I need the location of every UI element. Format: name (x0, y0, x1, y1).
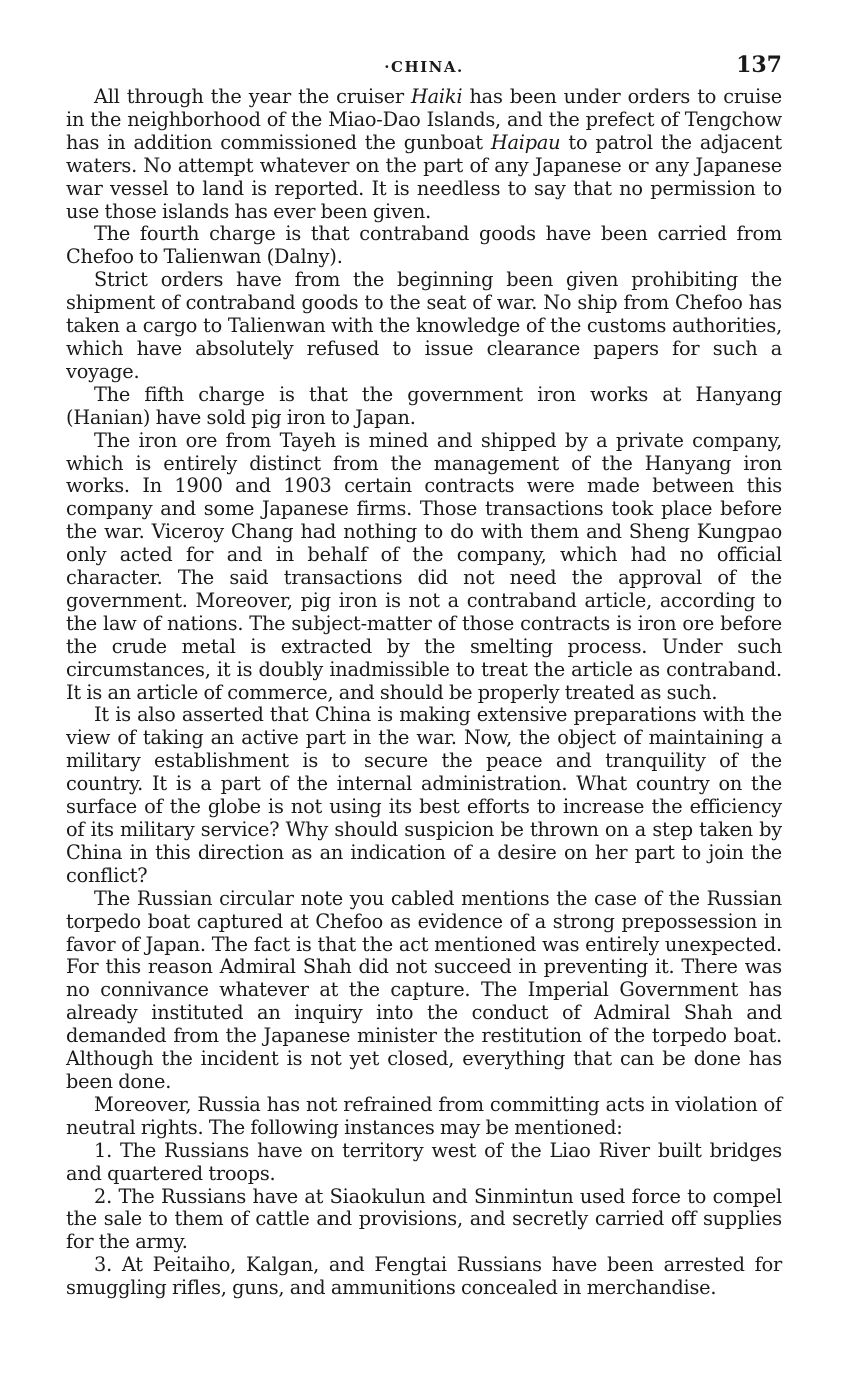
paragraph: The Russian circular note you cabled mentions the case of the Russian torpedo boat captured at Chefoo as evidence of a strong prepossession in favor of Japan. The fact is that the act mentioned was entirely unexpected. For this reason Admiral Shah did not succeed in preventing it. There was no connivance whatever at the capture. The Imperial Government has already instituted an inquiry into the conduct of Admiral Shah and demanded from the Japanese minister the restitution of the torpedo boat. Although the incident is not yet closed, everything that can be done has been done. (66, 886, 782, 1093)
ship-name: Haiki (411, 85, 463, 108)
paragraph: The fourth charge is that contraband goods have been carried from Chefoo to Talienwan (Dalny). (66, 222, 782, 269)
page-number: 137 (736, 52, 782, 78)
list-item: 3. At Peitaiho, Kalgan, and Fengtai Russians have been arrested for smuggling rifles, guns, and ammunitions concealed in merchandise. (66, 1253, 782, 1300)
list-item: 1. The Russians have on territory west of the Liao River built bridges and quartered troops. (66, 1138, 782, 1185)
list-item: 2. The Russians have at Siaokulun and Sinmintun used force to compel the sale to them of cattle and provisions, and secretly carried off supplies for the army. (66, 1184, 782, 1254)
paragraph: Moreover, Russia has not refrained from committing acts in violation of neutral rights. The following instances may be mentioned: (66, 1092, 782, 1139)
paragraph: All through the year the cruiser Haiki has been under orders to cruise in the neighborhood of the Miao-Dao Islands, and the prefect of Tengchow has in addition commissioned the gunboat Haipau to patrol the adjacent waters. No attempt whatever on the part of any Japanese or any Japanese war vessel to land is reported. It is needless to say that no permission to use those islands has ever been given. (66, 85, 782, 223)
paragraph: The fifth charge is that the government iron works at Hanyang (Hanian) have sold pig iron to Japan. (66, 382, 782, 429)
body-text (66, 86, 782, 1300)
paragraph: It is also asserted that China is making extensive preparations with the view of taking an active part in the war. Now, the object of maintaining a military establishment is to secure the peace and tranquility of the country. It is a part of the internal administration. What country on the surface of the globe is not using its best efforts to increase the efficiency of its military service? Why should suspicion be thrown on a step taken by China in this direction as an indication of a desire on her part to join the conflict? (66, 703, 782, 887)
running-header (66, 52, 782, 86)
paragraph: The iron ore from Tayeh is mined and shipped by a private company, which is entirely distinct from the management of the Hanyang iron works. In 1900 and 1903 certain contracts were made between this company and some Japanese firms. Those transactions took place before the war. Viceroy Chang had nothing to do with them and Sheng Kungpao only acted for and in behalf of the company, which had no official character. The said transactions did not need the approval of the government. Moreover, pig iron is not a contraband article, according to the law of nations. The subject-matter of those contracts is iron ore before the crude metal is extracted by the smelting process. Under such circumstances, it is doubly inadmissible to treat the article as contraband. It is an article of commerce, and should be properly treated as such. (66, 428, 782, 704)
document-page (66, 52, 782, 1300)
running-title: ·CHINA. (384, 58, 464, 76)
ship-name: Haipau (490, 130, 561, 154)
paragraph: Strict orders have from the beginning been given prohibiting the shipment of contraband goods to the seat of war. No ship from Chefoo has taken a cargo to Talienwan with the knowledge of the customs authorities, which have absolutely refused to issue clearance papers for such a voyage. (66, 268, 782, 383)
